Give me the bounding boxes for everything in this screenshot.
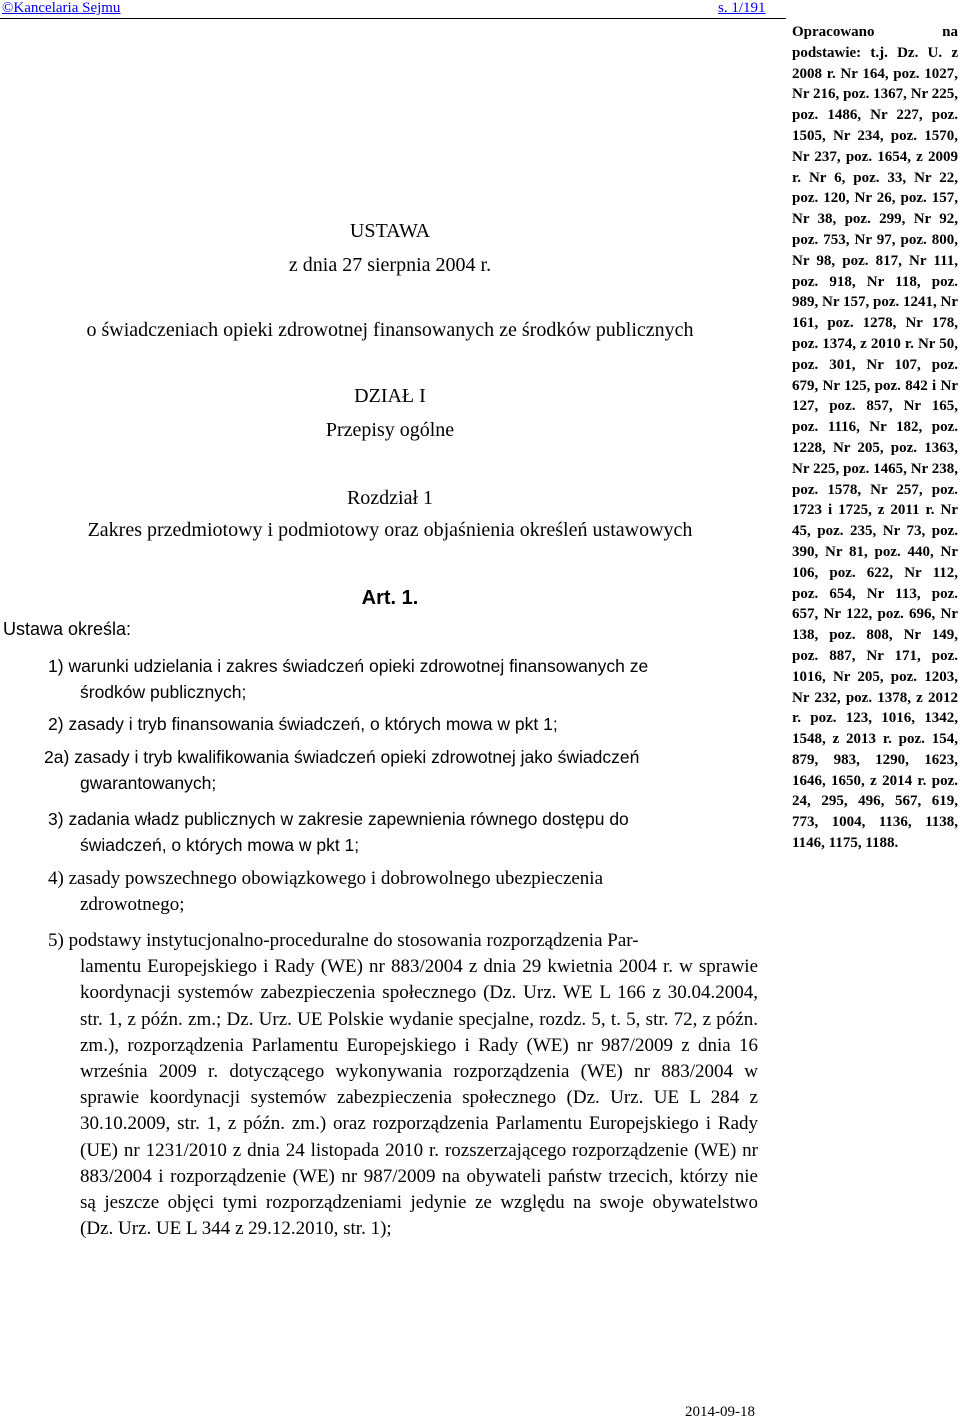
list-item <box>48 711 758 737</box>
list-item-continuation: środków publicznych; <box>80 682 247 702</box>
list-item-label: 1) <box>48 656 64 676</box>
list-item-text: podstawy instytucjonalno-proceduralne do stosowania rozporządzenia Par- <box>68 930 639 951</box>
list-item-text: zasady powszechnego obowiązkowego i dobrowolnego ubezpieczenia <box>68 868 604 889</box>
list-item-label: 5) <box>48 930 64 951</box>
list-item-text: zadania władz publicznych w zakresie zapewnienia równego dostępu do <box>68 809 629 829</box>
list-item-continuation: zdrowotnego; <box>80 894 185 915</box>
article-heading: Art. 1. <box>361 587 419 609</box>
list-item-continuation: lamentu Europejskiego i Rady (WE) nr 883/2004 z dnia 29 kwietnia 2004 r. w sprawie koordynacji systemów zabezpieczenia społecznego (Dz. Urz. WE L 166 z 30.04.2004, str. 1, z późn. zm.; Dz. Urz. UE Polskie wydanie specjalne, rozdz. 5, t. 5, str. 72, z późn. zm.), rozporządzenia Parlamentu Europejskiego i Rady (WE) nr 987/2009 z dnia 16 września 2009 r. dotyczącego wykonywania rozporządzenia (WE) nr 883/2004 w sprawie koordynacji systemów zabezpieczenia społecznego (Dz. Urz. UE L 284 z 30.10.2009, str. 1, z późn. zm.) oraz rozporządzenia Parlamentu Europejskiego i Rady (UE) nr 1231/2010 z dnia 24 listopada 2010 r. rozszerzającego rozporządzenie (WE) nr 883/2004 i rozporządzenie (WE) nr 987/2009 na obywateli państw trzecich, którzy nie są jeszcze objęci tymi rozporządzeniami jedynie ze względu na swoje obywatelstwo (Dz. Urz. UE L 344 z 29.12.2010, str. 1); <box>80 956 758 1240</box>
chapter-title: Zakres przedmiotowy i podmiotowy oraz objaśnienia określeń ustawowych <box>87 519 693 541</box>
division-heading: DZIAŁ I <box>354 385 426 407</box>
chapter-heading: Rozdział 1 <box>346 487 434 509</box>
source-note: Opracowano na podstawie: t.j. Dz. U. z 2008 r. Nr 164, poz. 1027, Nr 216, poz. 1367, Nr 225, poz. 1486, Nr 227, poz. 1505, Nr 234, poz. 1570, Nr 237, poz. 1654, z 2009 r. Nr 6, poz. 33, Nr 22, poz. 120, Nr 26, poz. 157, Nr 38, poz. 299, Nr 92, poz. 753, Nr 97, poz. 800, Nr 98, poz. 817, Nr 111, poz. 918, Nr 118, poz. 989, Nr 157, poz. 1241, Nr 161, poz. 1278, Nr 178, poz. 1374, z 2010 r. Nr 50, poz. 301, Nr 107, poz. 679, Nr 125, poz. 842 i Nr 127, poz. 857, Nr 165, poz. 1116, Nr 182, poz. 1228, Nr 205, poz. 1363, Nr 225, poz. 1465, Nr 238, poz. 1578, Nr 257, poz. 1723 i 1725, z 2011 r. Nr 45, poz. 235, Nr 73, poz. 390, Nr 81, poz. 440, Nr 106, poz. 622, Nr 112, poz. 654, Nr 113, poz. 657, Nr 122, poz. 696, Nr 138, poz. 808, Nr 149, poz. 887, Nr 171, poz. 1016, Nr 205, poz. 1203, Nr 232, poz. 1378, z 2012 r. poz. 123, 1016, 1342, 1548, z 2013 r. poz. 154, 879, 983, 1290, 1623, 1646, 1650, z 2014 r. poz. 24, 295, 496, 567, 619, 773, 1004, 1136, 1138, 1146, 1175, 1188. <box>792 24 958 852</box>
header-divider <box>0 18 786 19</box>
article-intro: Ustawa określa: <box>3 619 132 639</box>
list-item-label: 2) <box>48 714 64 734</box>
act-date: z dnia 27 sierpnia 2004 r. <box>288 254 492 276</box>
footer-date: 2014-09-18 <box>685 1404 755 1420</box>
list-item-label: 4) <box>48 868 64 889</box>
list-item-continuation: świadczeń, o których mowa w pkt 1; <box>80 835 360 855</box>
act-type: USTAWA <box>349 220 431 242</box>
list-item <box>48 928 758 1242</box>
list-item <box>48 806 758 858</box>
list-item-continuation: gwarantowanych; <box>80 773 217 793</box>
kancelaria-sejmu-link[interactable]: ©Kancelaria Sejmu <box>2 0 121 16</box>
list-item <box>44 744 760 796</box>
list-item-label: 3) <box>48 809 64 829</box>
division-title: Przepisy ogólne <box>325 419 455 441</box>
list-item-text: warunki udzielania i zakres świadczeń opieki zdrowotnej finansowanych ze <box>68 656 649 676</box>
list-item-text: zasady i tryb finansowania świadczeń, o których mowa w pkt 1; <box>68 714 558 734</box>
list-item <box>48 866 758 918</box>
page-number-link[interactable]: s. 1/191 <box>718 0 766 16</box>
list-item <box>48 653 758 705</box>
act-title: o świadczeniach opieki zdrowotnej finansowanych ze środków publicznych <box>86 319 694 341</box>
list-item-label: 2a) <box>44 747 70 767</box>
list-item-text: zasady i tryb kwalifikowania świadczeń opieki zdrowotnej jako świadczeń <box>74 747 640 767</box>
